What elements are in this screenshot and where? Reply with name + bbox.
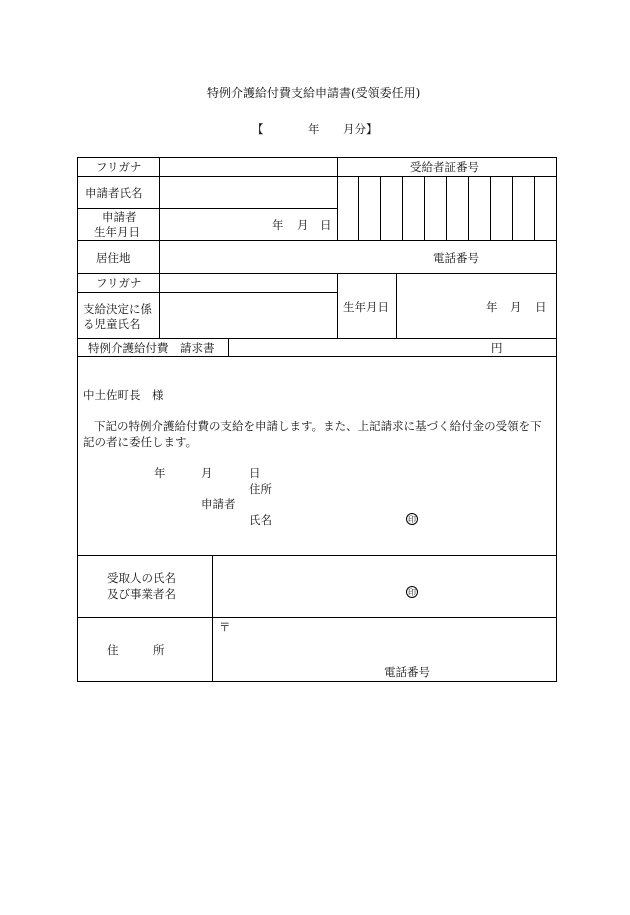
receiver-label-line1: 受取人の氏名 [107, 571, 176, 585]
receiver-address-label: 住 所 [107, 643, 165, 657]
child-dob-label: 生年月日 [343, 300, 389, 314]
receiver-label-line2: 及び事業者名 [107, 587, 176, 601]
applicant-dob-year: 年 [272, 218, 284, 232]
child-dob-field[interactable] [397, 274, 556, 338]
receiver-phone-label: 電話番号 [384, 665, 430, 679]
applicant-dob-label-line2: 生年月日 [94, 225, 140, 239]
statement-line-1: 下記の特例介護給付費の支給を申請します。また、上記請求に基づく給付金の受領を下 [94, 419, 542, 433]
yen-label: 円 [491, 341, 503, 355]
receiver-seal-mark: 印 [408, 588, 416, 597]
postal-mark: 〒 [219, 620, 231, 634]
application-statement-box [77, 356, 557, 556]
applicant-dob-day: 日 [320, 218, 332, 232]
applicant-dob-field[interactable] [160, 209, 336, 240]
seal-mark: 印 [408, 515, 416, 524]
applicant-name-field[interactable] [160, 177, 336, 208]
recipient-cert-number-field[interactable] [338, 177, 556, 240]
date-year: 年 [154, 466, 166, 480]
applicant-name-label: 申請者氏名 [85, 186, 143, 200]
child-name-field[interactable] [160, 293, 336, 338]
child-name-label-line1: 支給決定に係 [83, 302, 152, 316]
period-month-label: 月分】 [343, 122, 378, 136]
child-dob-month: 月 [510, 300, 522, 314]
period-open-bracket: 【 [252, 122, 264, 136]
child-dob-day: 日 [535, 300, 547, 314]
receiver-name-field[interactable] [213, 556, 556, 617]
phone-label: 電話番号 [433, 251, 479, 265]
period-year-label: 年 [308, 122, 320, 136]
claim-label: 特例介護給付費 請求書 [88, 341, 215, 355]
date-day: 日 [249, 466, 261, 480]
date-month: 月 [201, 466, 213, 480]
child-dob-year: 年 [486, 300, 498, 314]
child-furigana-label: フリガナ [96, 276, 142, 290]
child-name-label-line2: る児童氏名 [83, 317, 141, 331]
applicant-address-label: 住所 [249, 482, 272, 496]
address-label: 居住地 [96, 251, 131, 265]
recipient-cert-label: 受給者証番号 [410, 160, 479, 174]
addressee: 中土佐町長 様 [83, 388, 164, 402]
document-title: 特例介護給付費支給申請書(受領委任用) [207, 86, 421, 100]
furigana-field[interactable] [160, 158, 336, 176]
applicant-signature-name-label: 氏名 [249, 513, 272, 527]
applicant-label: 申請者 [201, 497, 236, 511]
furigana-label: フリガナ [96, 160, 142, 174]
applicant-dob-label-line1: 申請者 [102, 210, 137, 224]
statement-line-2: 記の者に委任します。 [83, 435, 198, 449]
child-furigana-field[interactable] [160, 274, 336, 292]
claim-amount-field[interactable] [229, 339, 556, 357]
applicant-dob-month: 月 [297, 218, 309, 232]
address-field[interactable] [160, 241, 430, 273]
